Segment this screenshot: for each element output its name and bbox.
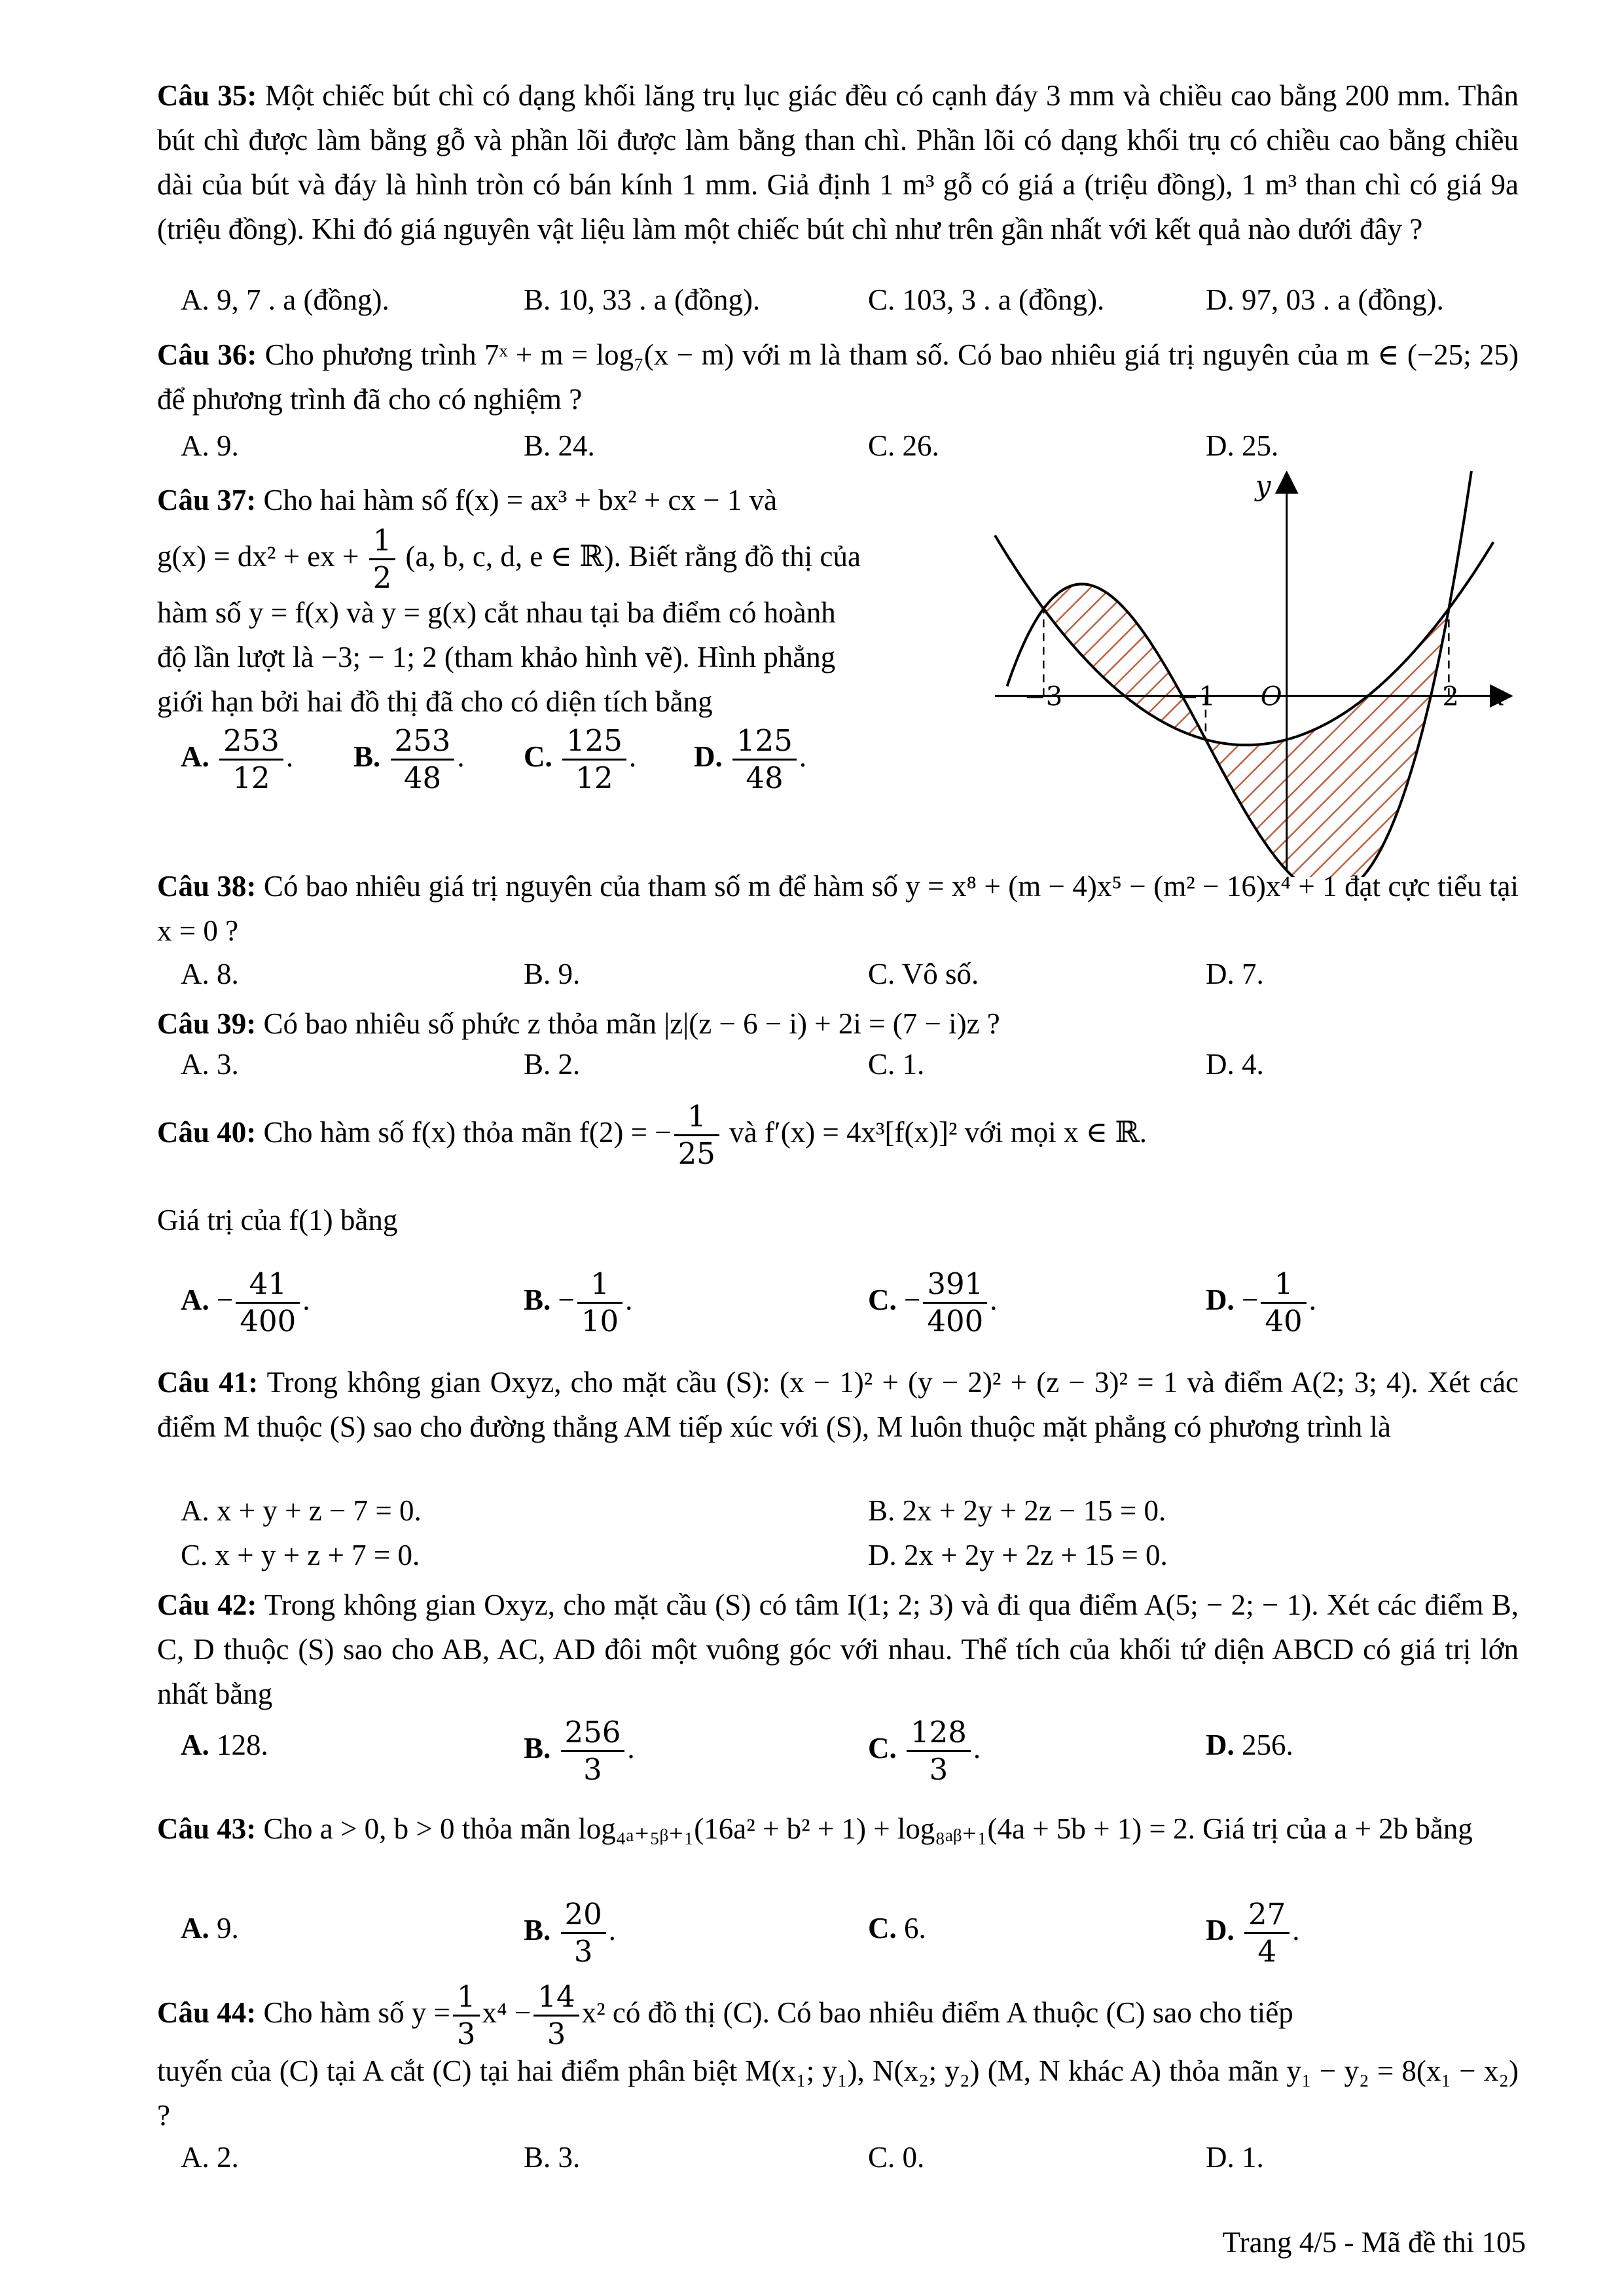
option-c[interactable]: C. x + y + z + 7 = 0. bbox=[181, 1539, 420, 1571]
question-35 bbox=[157, 73, 1519, 251]
question-text-line1: Cho hai hàm số f(x) = ax³ + bx² + cx − 1 và bbox=[263, 484, 778, 516]
question-text-line5: giới hạn bởi hai đồ thị đã cho có diện tích bằng bbox=[157, 685, 713, 718]
option-b[interactable]: B. $\frac{256}{3}$ . bbox=[524, 1715, 635, 1787]
option-a[interactable]: A. x + y + z − 7 = 0. bbox=[181, 1494, 422, 1527]
question-text: Cho phương trình 7ˣ + m = log₇(x − m) với m là tham số. Có bao nhiêu giá trị nguyên của m ∈ (−25; 25) để phương trình đã cho có nghiệm ? bbox=[157, 338, 1519, 416]
question-42 bbox=[157, 1583, 1519, 1716]
question-text: Một chiếc bút chì có dạng khối lăng trụ lục giác đều có cạnh đáy 3 mm và chiều cao bằng 200 mm. Thân bút chì được làm bằng gỗ và phần lõi được làm bằng than chì. Phần lõi có dạng khối trụ có chiều cao bằng chiều dài của bút và đáy là hình tròn có bán kính 1 mm. Giả định 1 m³ gỗ có giá a (triệu đồng), 1 m³ than chì có giá 9a (triệu đồng). Khi đó giá nguyên vật liệu làm một chiếc bút chì như trên gần nhất với kết quả nào dưới đây ? bbox=[157, 79, 1519, 245]
question-36 bbox=[157, 332, 1519, 422]
fraction: $\frac{1}{25}$ bbox=[674, 1099, 719, 1172]
option-a[interactable]: A. 3. bbox=[181, 1048, 239, 1081]
option-c[interactable]: C. 103, 3 . a (đồng). bbox=[868, 283, 1105, 316]
option-b[interactable]: B. 3. bbox=[524, 2141, 581, 2174]
question-38 bbox=[157, 864, 1519, 953]
question-label: Câu 44: bbox=[157, 1996, 257, 2029]
option-d[interactable]: D. 97, 03 . a (đồng). bbox=[1206, 283, 1444, 316]
option-b[interactable]: B. 2x + 2y + 2z − 15 = 0. bbox=[868, 1494, 1166, 1527]
option-d[interactable]: D. 25. bbox=[1206, 429, 1279, 462]
question-text-a: Cho hàm số f(x) thỏa mãn f(2) = − bbox=[263, 1116, 672, 1149]
question-39 bbox=[157, 1001, 1519, 1046]
option-d[interactable]: D. 256. bbox=[1206, 1729, 1293, 1761]
question-text: Có bao nhiêu số phức z thỏa mãn |z|(z − 6 − i) + 2i = (7 − i)z ? bbox=[263, 1007, 1000, 1040]
option-b[interactable]: B. $\frac{20}{3}$ . bbox=[524, 1897, 617, 1969]
question-text-b: và f′(x) = 4x³[f(x)]² với mọi x ∈ ℝ. bbox=[729, 1116, 1147, 1149]
option-b[interactable]: B. 9. bbox=[524, 958, 581, 990]
option-c[interactable]: C. 0. bbox=[868, 2141, 925, 2174]
question-text: Có bao nhiêu giá trị nguyên của tham số m để hàm số y = x⁸ + (m − 4)x⁵ − (m² − 16)x⁴ + 1 đạt cực tiểu tại x = 0 ? bbox=[157, 870, 1519, 947]
option-a[interactable]: A. 8. bbox=[181, 958, 239, 990]
option-d[interactable]: D. 1. bbox=[1206, 2141, 1264, 2174]
question-text: Trong không gian Oxyz, cho mặt cầu (S) có tâm I(1; 2; 3) và đi qua điểm A(5; − 2; − 1). Xét các điểm B, C, D thuộc (S) sao cho AB, AC, AD đôi một vuông góc với nhau. Thể tích của khối tứ diện ABCD có giá trị lớn nhất bằng bbox=[157, 1588, 1519, 1710]
option-c[interactable]: C. 6. bbox=[868, 1912, 926, 1945]
option-d[interactable]: D. 7. bbox=[1206, 958, 1264, 990]
fraction-half: $\frac{1}{2}$ bbox=[369, 523, 396, 596]
question-text-line2: tuyến của (C) tại A cắt (C) tại hai điểm phân biệt M(x₁; y₁), N(x₂; y₂) (M, N khác A) thỏa mãn y₁ − y₂ = 8(x₁ − x₂) ? bbox=[157, 2054, 1519, 2132]
option-d[interactable]: D. − $\frac{1}{40}$ . bbox=[1206, 1266, 1316, 1338]
y-axis-label: y bbox=[1255, 471, 1271, 502]
question-text: Trong không gian Oxyz, cho mặt cầu (S): (x − 1)² + (y − 2)² + (z − 3)² = 1 và điểm A(2; 3; 4). Xét các điểm M thuộc (S) sao cho đường thẳng AM tiếp xúc với (S), M luôn thuộc mặt phẳng có phương trình là bbox=[157, 1366, 1519, 1443]
question-label: Câu 36: bbox=[157, 338, 257, 371]
option-b[interactable]: B. − $\frac{1}{10}$ . bbox=[524, 1266, 633, 1338]
option-d[interactable]: D. 4. bbox=[1206, 1048, 1264, 1081]
option-a[interactable]: A. 2. bbox=[181, 2141, 239, 2174]
tick-label-minus1: −1 bbox=[1176, 681, 1216, 712]
option-b[interactable]: B. 24. bbox=[524, 429, 595, 462]
option-a[interactable]: A. $\frac{253}{12}$ . bbox=[181, 723, 294, 795]
question-43 bbox=[157, 1806, 1519, 1851]
option-c[interactable]: C. $\frac{128}{3}$ . bbox=[868, 1715, 981, 1787]
question-40-line2 bbox=[157, 1198, 1519, 1242]
option-c[interactable]: C. − $\frac{391}{400}$ . bbox=[868, 1266, 998, 1338]
question-text-line2a: g(x) = dx² + ex + bbox=[157, 540, 359, 573]
option-a[interactable]: A. 9. bbox=[181, 429, 239, 462]
question-41 bbox=[157, 1360, 1519, 1449]
question-text: Cho a > 0, b > 0 thỏa mãn log₄ₐ₊₅ᵦ₊₁(16a² + b² + 1) + log₈ₐᵦ₊₁(4a + 5b + 1) = 2. Giá trị của a + 2b bằng bbox=[263, 1812, 1473, 1845]
question-label: Câu 38: bbox=[157, 870, 257, 903]
question-label: Câu 40: bbox=[157, 1116, 257, 1149]
option-a[interactable]: A. 9. bbox=[181, 1912, 239, 1945]
question-text-line2b: (a, b, c, d, e ∈ ℝ). Biết rằng đồ thị của bbox=[405, 540, 861, 573]
question-label: Câu 35: bbox=[157, 79, 257, 112]
tick-label-minus3: −3 bbox=[1024, 681, 1063, 712]
option-d[interactable]: D. 2x + 2y + 2z + 15 = 0. bbox=[868, 1539, 1168, 1571]
question-37 bbox=[157, 478, 975, 724]
option-c[interactable]: C. $\frac{125}{12}$ . bbox=[524, 723, 637, 795]
tick-label-2: 2 bbox=[1442, 681, 1459, 712]
option-b[interactable]: B. $\frac{253}{48}$ . bbox=[353, 723, 465, 795]
option-c[interactable]: C. 1. bbox=[868, 1048, 925, 1081]
option-d[interactable]: D. $\frac{27}{4}$ . bbox=[1206, 1897, 1300, 1969]
question-44-line2 bbox=[157, 2049, 1519, 2138]
question-text-b: x² có đồ thị (C). Có bao nhiêu điểm A thuộc (C) sao cho tiếp bbox=[581, 1996, 1293, 2029]
question-label: Câu 39: bbox=[157, 1007, 257, 1040]
x-axis-label: x bbox=[1489, 679, 1506, 712]
question-text-a: Cho hàm số y = bbox=[263, 1996, 450, 2029]
option-a[interactable]: A. 128. bbox=[181, 1729, 268, 1761]
question-text-line4: độ lần lượt là −3; − 1; 2 (tham khảo hình vẽ). Hình phẳng bbox=[157, 641, 836, 673]
function-graph bbox=[982, 471, 1519, 877]
option-a[interactable]: A. − $\frac{41}{400}$ . bbox=[181, 1266, 310, 1338]
question-label: Câu 43: bbox=[157, 1812, 257, 1845]
question-text-line3: hàm số y = f(x) và y = g(x) cắt nhau tại ba điểm có hoành bbox=[157, 596, 836, 629]
option-c[interactable]: C. Vô số. bbox=[868, 958, 979, 990]
page-footer: Trang 4/5 - Mã đề thi 105 bbox=[1222, 2226, 1526, 2259]
option-d[interactable]: D. $\frac{125}{48}$ . bbox=[694, 723, 807, 795]
option-c[interactable]: C. 26. bbox=[868, 429, 939, 462]
option-b[interactable]: B. 2. bbox=[524, 1048, 581, 1081]
question-40 bbox=[157, 1098, 1519, 1172]
question-label: Câu 42: bbox=[157, 1588, 257, 1621]
origin-label: O bbox=[1260, 681, 1282, 712]
question-label: Câu 37: bbox=[157, 484, 257, 516]
option-a[interactable]: A. 9, 7 . a (đồng). bbox=[181, 283, 389, 316]
question-text-line2: Giá trị của f(1) bằng bbox=[157, 1204, 398, 1236]
question-44: Câu 44: Cho hàm số y = $\frac{1}{3}$ x⁴ − $\frac{14}{3}$ x² có đồ thị (C). Có bao nhiêu điểm A thuộc (C) sao cho tiếp bbox=[157, 1979, 1293, 2052]
question-label: Câu 41: bbox=[157, 1366, 259, 1399]
option-b[interactable]: B. 10, 33 . a (đồng). bbox=[524, 283, 761, 316]
